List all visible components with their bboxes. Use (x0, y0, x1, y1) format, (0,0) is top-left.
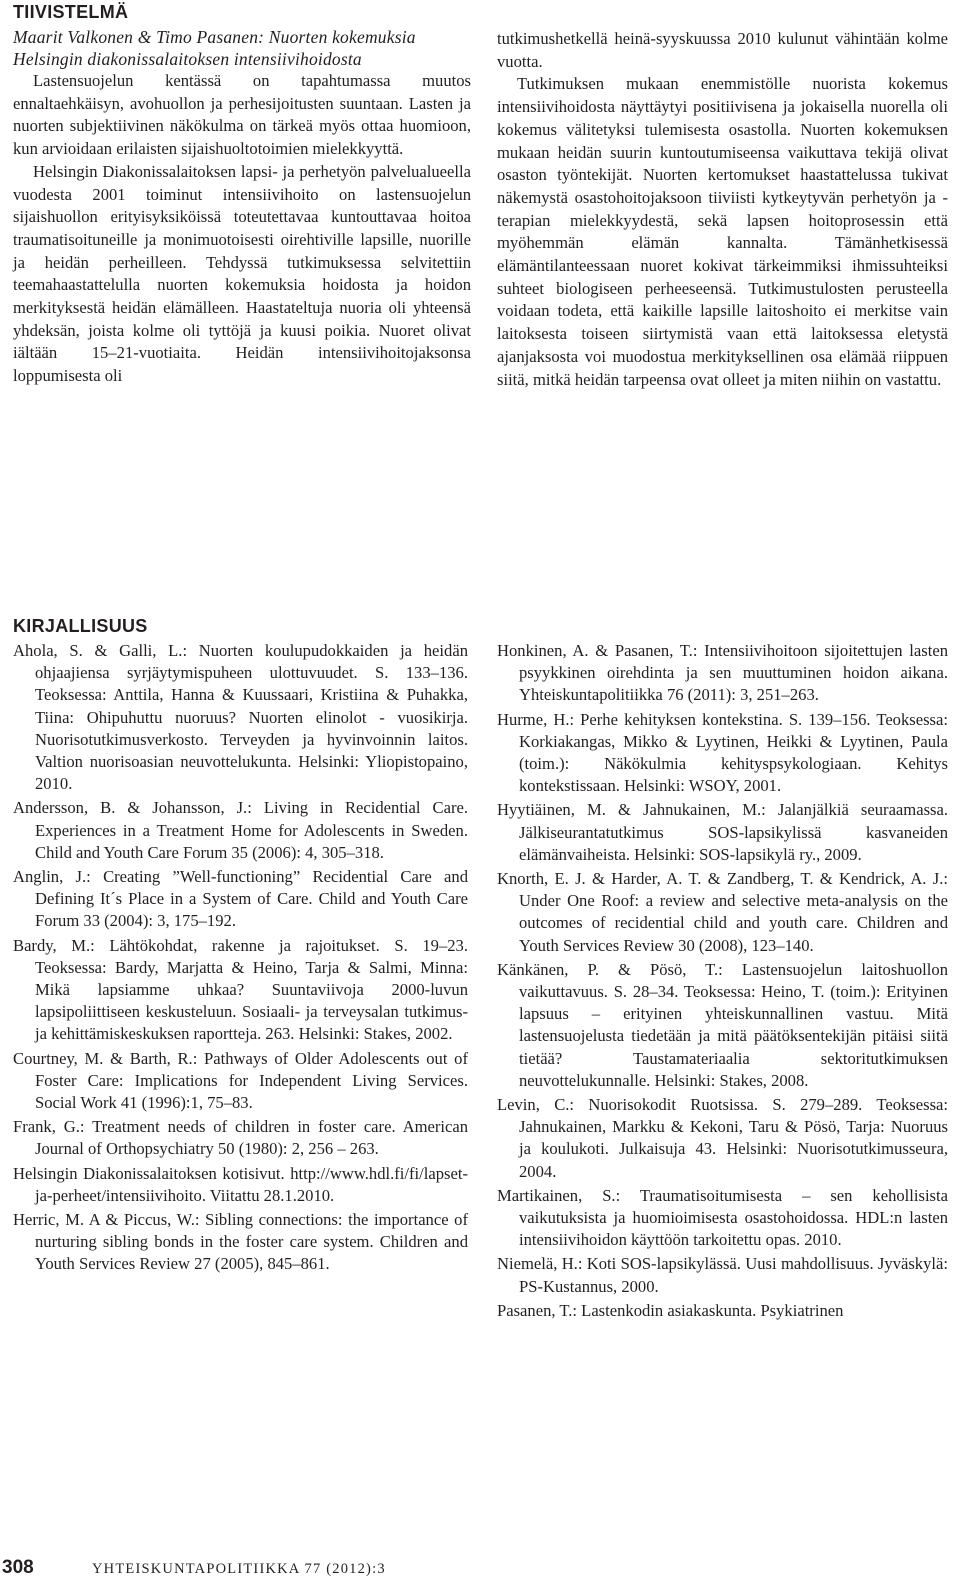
reference-entry: Bardy, M.: Lähtökohdat, rakenne ja rajoitukset. S. 19–23. Teoksessa: Bardy, Marjatta & Heino, Tarja & Salmi, Minna: Mikä lapsiamme uhkaa? Suuntaviivoja 2000-luvun lapsipoliittiseen keskusteluun. Sosiaali- ja terveysalan tutkimus- ja kehittämiskeskuksen raportteja. 263. Helsinki: Stakes, 2002. (13, 935, 468, 1044)
reference-entry: Andersson, B. & Johansson, J.: Living in Recidential Care. Experiences in a Treatment Home for Adolescents in Sweden. Child and Youth Care Forum 35 (2006): 4, 305–318. (13, 798, 468, 862)
reference-entry: Herric, M. A & Piccus, W.: Sibling connections: the importance of nurturing sibling bonds in the foster care system. Children and Youth Services Review 27 (2005), 845–861. (13, 1210, 468, 1274)
reference-entry: Anglin, J.: Creating ”Well-functioning” Recidential Care and Defining It´s Place in a System of Care. Child and Youth Care Forum 33 (2004): 3, 175–192. (13, 867, 468, 931)
references-left-column (13, 640, 468, 1278)
reference-entry: Niemelä, H.: Koti SOS-lapsikylässä. Uusi mahdollisuus. Jyväskylä: PS-Kustannus, 2000. (497, 1254, 948, 1296)
reference-entry: Pasanen, T.: Lastenkodin asiakaskunta. Psykiatrinen (497, 1300, 844, 1320)
reference-entry: Hyytiäinen, M. & Jahnukainen, M.: Jalanjälkiä seuraamassa. Jälkiseurantatutkimus SOS-lapsikylissä kasvaneiden elämänvaiheista. Helsinki: SOS-lapsikylä ry., 2009. (497, 800, 948, 864)
abstract-paragraph: Lastensuojelun kentässä on tapahtumassa muutos ennaltaehkäisyn, avohuollon ja perhesijoitusten suuntaan. Lasten ja nuorten subjektiivinen näkökulma on tärkeä myös ottaa huomioon, kun arvioidaan erilaisten sijaishuoltotoimien mielekkyyttä. (13, 71, 471, 159)
abstract-paragraph: Tutkimuksen mukaan enemmistölle nuorista kokemus intensiivihoidosta näyttäytyi positiivisena ja jokaisella nuorella oli kokemus välitetyksi tulemisesta osastolla. Nuorten kokemuksen mukaan heidän suurin kuntoutumiseensa vaikuttava tekijä olivat osaston työntekijät. Nuorten kertomukset haastattelussa tukivat näkemystä osastohoitojaksoon tiiviisti kytkeytyvän perhetyön ja -terapian mielekkyydestä, sekä lapsen hoitoprosessin että myöhemmän elämän kannalta. Tämänhetkisessä elämäntilanteessaan nuoret kokivat tärkeimmiksi ihmissuhteiksi suhteet biologiseen perheeseensä. Tutkimustulosten perusteella voidaan todeta, että kaikille lapsille laitoshoito ei merkitse vain laitoksesta toiseen siirtymistä vaan että laitoksessa eletystä ajanjaksosta voi muodostua merkityksellinen osa elämää riippuen siitä, mitkä heidän tarpeensa ovat olleet ja miten niihin on vastattu. (497, 74, 948, 389)
reference-entry: Martikainen, S.: Traumatisoitumisesta – sen kehollisista vaikutuksista ja huomioimisesta osastohoidossa. HDL:n lasten intensiivihoidon käyttöön tarkoitettu opas. 2010. (497, 1185, 948, 1250)
abstract-subtitle: Maarit Valkonen & Timo Pasanen: Nuorten kokemuksia Helsingin diakonissalaitoksen intensiivihoidosta (13, 27, 416, 69)
page-footer (0, 1555, 960, 1585)
reference-entry: Courtney, M. & Barth, R.: Pathways of Older Adolescents out of Foster Care: Implications for Independent Living Services. Social Work 41 (1996):1, 75–83. (13, 1048, 468, 1113)
references-right-column (497, 640, 948, 1324)
reference-entry: Känkänen, P. & Pösö, T.: Lastensuojelun laitoshuollon vaikuttavuus. S. 28–34. Teoksessa: Heino, T. (toim.): Erityinen lapsuus – erityinen yhteiskunnallinen vastuu. Mitä lastensuojelusta tiedetään ja mitä päätöksentekijän pitäisi siitä tietää? Taustamateriaalia sektoritutkimuksen neuvottelukunnalle. Helsinki: Stakes, 2008. (497, 959, 948, 1090)
abstract-left-column (13, 0, 471, 388)
references-heading: KIRJALLISUUS (13, 616, 148, 636)
reference-entry: Levin, C.: Nuorisokodit Ruotsissa. S. 279–289. Teoksessa: Jahnukainen, Markku & Kekoni, Taru & Pösö, Tarja: Nuoruus ja koulukoti. Julkaisuja 43. Helsinki: Nuorisotutkimusseura, 2004. (497, 1095, 948, 1181)
reference-entry: Knorth, E. J. & Harder, A. T. & Zandberg, T. & Kendrick, A. J.: Under One Roof: a review and selective meta-analysis on the outcomes of recidential child and youth care. Children and Youth Services Review 30 (2008), 123–140. (497, 869, 948, 955)
abstract-paragraph: tutkimushetkellä heinä-syyskuussa 2010 kulunut vähintään kolme vuotta. (497, 29, 948, 71)
reference-entry: Honkinen, A. & Pasanen, T.: Intensiivihoitoon sijoitettujen lasten psyykkinen oirehdinta ja sen muuttuminen hoidon aikana. Yhteiskuntapolitiikka 76 (2011): 3, 251–263. (497, 641, 948, 705)
reference-entry: Ahola, S. & Galli, L.: Nuorten koulupudokkaiden ja heidän ohjaajiensa syrjäytymispuheen ulottuvuudet. S. 133–136. Teoksessa: Anttila, Hanna & Kuussaari, Kristiina & Puhakka, Tiina: Ohipuhuttu nuoruus? Nuorten elinolot - vuosikirja. Nuorisotutkimusverkosto. Terveyden ja hyvinvoinnin laitos. Valtion nuorisoasian neuvottelukunta. Helsinki: Yliopistopaino, 2010. (13, 641, 468, 794)
abstract-right-column (497, 28, 948, 391)
page-number: 308 (2, 1557, 34, 1578)
abstract-heading: TIIVISTELMÄ (13, 2, 129, 22)
reference-entry: Helsingin Diakonissalaitoksen kotisivut. http://www.hdl.fi/fi/lapset-ja-perheet/intensiivihoito. Viitattu 28.1.2010. (13, 1163, 468, 1205)
reference-entry: Frank, G.: Treatment needs of children in foster care. American Journal of Orthopsychiatry 50 (1980): 2, 256 – 263. (13, 1117, 468, 1159)
reference-entry: Hurme, H.: Perhe kehityksen kontekstina. S. 139–156. Teoksessa: Korkiakangas, Mikko & Lyytinen, Heikki & Lyytinen, Paula (toim.): Näkökulmia kehityspsykologiaan. Kehitys kontekstissaan. Helsinki: WSOY, 2001. (497, 709, 948, 796)
journal-name: YHTEISKUNTAPOLITIIKKA 77 (2012):3 (92, 1561, 386, 1577)
abstract-paragraph: Helsingin Diakonissalaitoksen lapsi- ja perhetyön palvelualueella vuodesta 2001 toiminut intensiivihoito on lastensuojelun sijaishuollon erityisyksiköissä toteutettavaa kuntouttavaa hoitoa traumatisoituneille ja monimuotoisesti oirehtiville lapsille, nuorille ja heidän perheilleen. Tehdyssä tutkimuksessa selvitettiin teemahaastattelulla nuorten kokemuksia hoidosta ja hoidon merkityksestä heidän elämälleen. Haastateltuja nuoria oli yhteensä yhdeksän, joista kolme oli tyttöjä ja kuusi poikia. Nuoret olivat iältään 15–21-vuotiaita. Heidän intensiivihoitojaksonsa loppumisesta oli (13, 161, 471, 386)
